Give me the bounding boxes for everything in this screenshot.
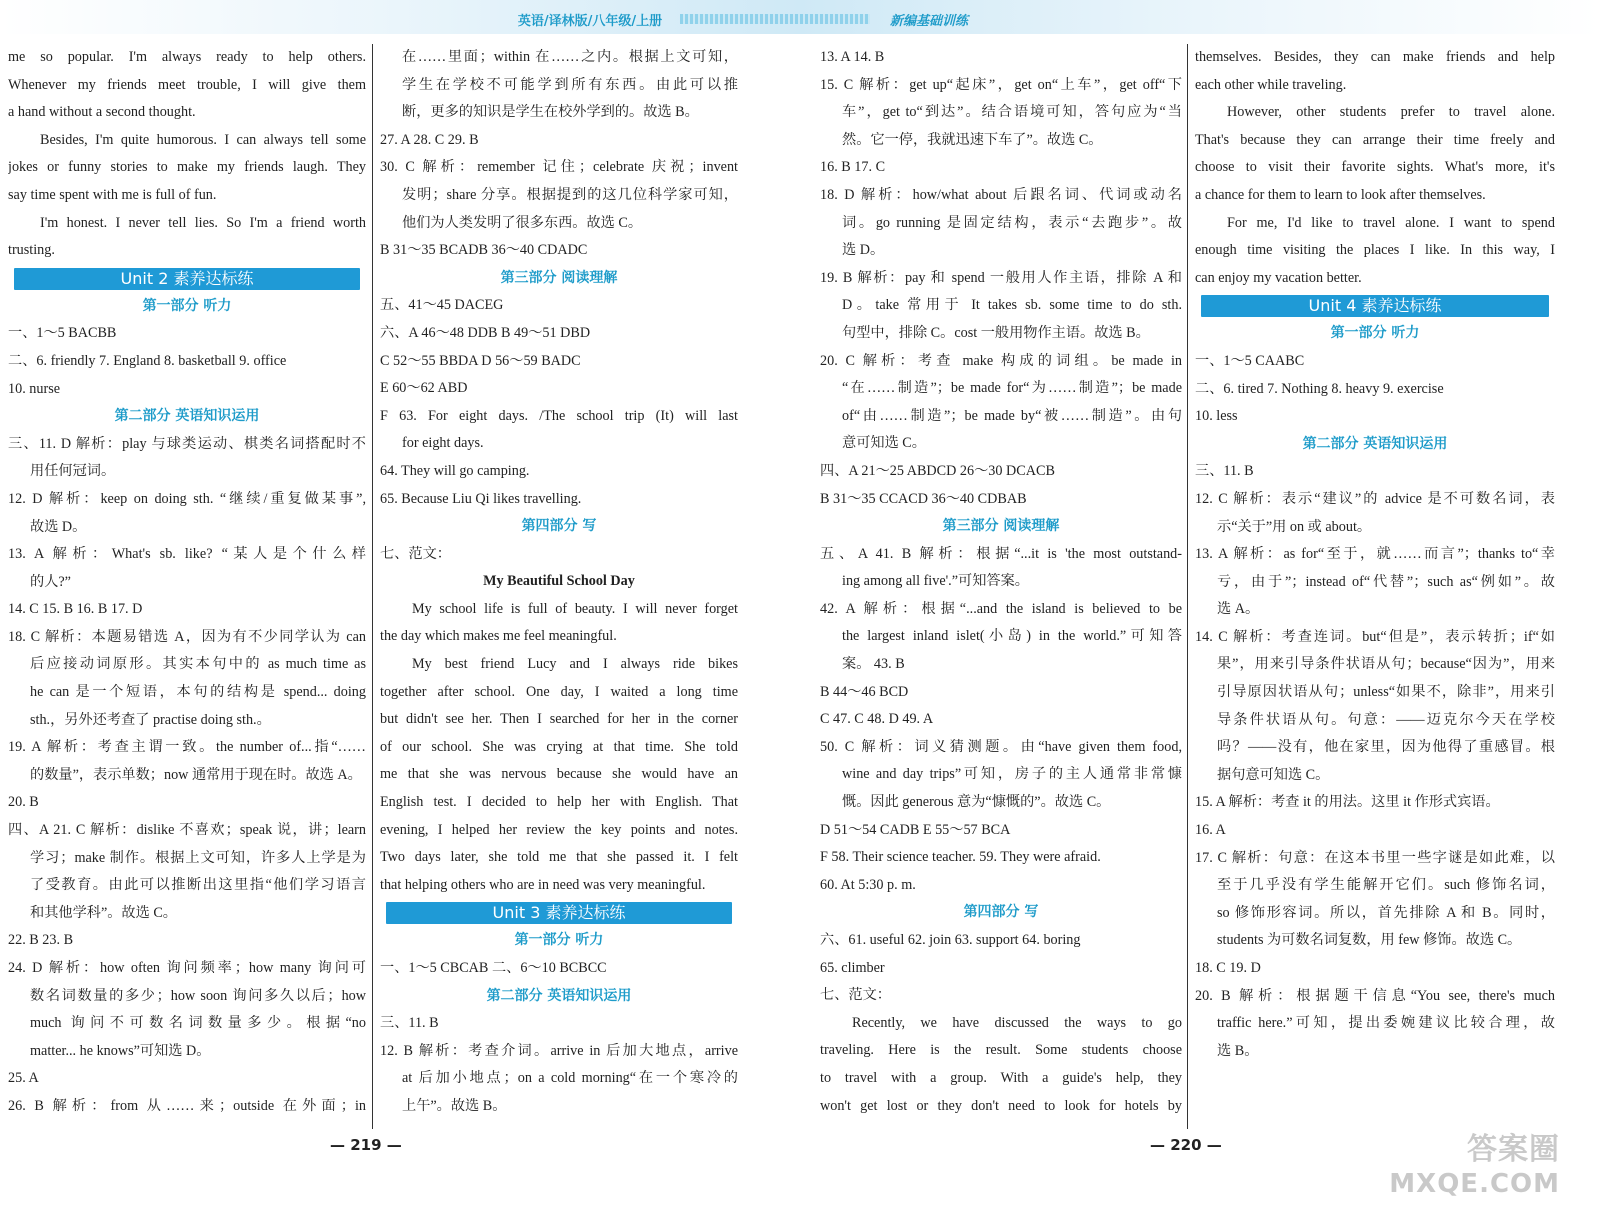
answer-line: themselves. Besides, they can make friends and help xyxy=(1195,49,1555,65)
section-heading: 第三部分 阅读理解 xyxy=(500,269,618,286)
column-4 xyxy=(1195,44,1555,1065)
answer-line: enough time visiting the places I like. In this way, I xyxy=(1195,242,1555,259)
answer-line: 14. C 15. B 16. B 17. D xyxy=(8,601,143,618)
answer-line: 学生在学校不可能学到所有东西。由此可以推 xyxy=(402,76,738,93)
answer-line: 16. A xyxy=(1195,822,1226,839)
answer-line: 25. A xyxy=(8,1070,39,1087)
answer-line: 二、6. tired 7. Nothing 8. heavy 9. exercise xyxy=(1195,380,1444,397)
answer-line: I'm honest. I never tell lies. So I'm a friend worth xyxy=(40,214,366,231)
answer-line: 七、范文： xyxy=(820,987,891,1004)
answer-line: 和其他学科”。故选 C。 xyxy=(30,904,177,921)
answer-line: for eight days. xyxy=(402,435,484,452)
answer-line: 50. C 解析：词义猜测题。由“have given them food, xyxy=(820,738,1182,755)
answer-line: 17. C 解析：句意：在这本书里一些字谜是如此难，以 xyxy=(1195,849,1555,866)
answer-line: wine and day trips”可知，房子的主人通常非常慷 xyxy=(842,766,1182,783)
watermark-url: MXQE.COM xyxy=(1389,1169,1560,1199)
answer-line: “在……制造”；be made for“为……制造”；be made xyxy=(842,380,1182,397)
answer-line: much 询问不可数名词数量多少。根据“no xyxy=(30,1015,366,1032)
column-divider xyxy=(372,44,373,1129)
answer-line: C 52～55 BBDA D 56～59 BADC xyxy=(380,352,581,369)
answer-line: the largest inland islet(小岛) in the world.”可知答 xyxy=(842,628,1182,645)
answer-line: 五、A 41. B 解析：根据“...it is 'the most outstand- xyxy=(820,545,1182,562)
answer-line: That's because they can arrange their time freely and xyxy=(1195,131,1555,148)
answer-line: English test. I decided to help her with English. That xyxy=(380,794,738,811)
answer-line: D。take 常用于 It takes sb. some time to do sth. xyxy=(842,297,1182,314)
answer-line: 22. B 23. B xyxy=(8,932,74,949)
answer-line: evening, I helped her review the key points and notes. xyxy=(380,821,738,838)
answer-line: 三、11. B xyxy=(1195,463,1254,480)
answer-line: say time spent with me is full of fun. xyxy=(8,186,217,203)
answer-line: 一、1～5 CBCAB 二、6～10 BCBCC xyxy=(380,960,607,976)
answer-line: Two days later, she told me that she passed it. I felt xyxy=(380,849,738,866)
answer-line: 导条件状语从句。句意：——迈克尔今天在学校 xyxy=(1217,711,1555,728)
header-decoration xyxy=(680,14,870,24)
book-title: 英语/译林版/八年级/上册 xyxy=(517,14,663,29)
answer-line: 他们为人类发明了很多东西。故选 C。 xyxy=(402,214,643,231)
answer-line: 果”，用来引导条件状语从句；because“因为”，用来 xyxy=(1217,656,1555,673)
answer-line: 选 D。 xyxy=(842,242,885,259)
answer-line: 案。 43. B xyxy=(842,656,905,673)
answer-line: 三、11. B xyxy=(380,1015,439,1032)
answer-line: 词。go running 是固定结构，表示“去跑步”。故 xyxy=(842,214,1182,231)
answer-line: at 后加小地点；on a cold morning“在一个寒冷的 xyxy=(402,1070,738,1087)
answer-line: traffic here.”可知，提出委婉建议比较合理，故 xyxy=(1217,1015,1555,1032)
answer-line: 了受教育。由此可以推断出这里指“他们学习语言 xyxy=(30,877,366,894)
answer-line: Recently, we have discussed the ways to go xyxy=(852,1014,1182,1031)
answer-line: 在……里面；within 在……之内。根据上文可知， xyxy=(402,49,738,65)
answer-line: B 44～46 BCD xyxy=(820,683,909,700)
answer-line: 15. C 解析：get up“起床”，get on“上车”，get off“下 xyxy=(820,76,1182,93)
answer-line: E 60～62 ABD xyxy=(380,380,468,397)
watermark-logo xyxy=(1389,1133,1560,1201)
answer-line: 用任何冠词。 xyxy=(30,463,116,480)
answer-line: 选 B。 xyxy=(1217,1042,1259,1059)
answer-line: that helping others who are in need was very meaningful. xyxy=(380,876,706,893)
answer-line: the day which makes me feel meaningful. xyxy=(380,628,617,645)
answer-line: jokes or funny stories to make my friends laugh. They xyxy=(8,159,366,176)
answer-line: B 31～35 BCADB 36～40 CDADC xyxy=(380,242,588,259)
answer-line: matter... he knows”可知选 D。 xyxy=(30,1042,211,1059)
answer-line: 12. D 解析：keep on doing sth. “继续/重复做某事”, xyxy=(8,490,366,507)
column-divider xyxy=(1187,44,1188,1129)
answer-line: However, other students prefer to travel alone. xyxy=(1227,104,1555,121)
watermark-text: 答案圈 xyxy=(1467,1132,1560,1167)
answer-line: 一、1～5 CAABC xyxy=(1195,352,1305,369)
answer-line: so 修饰形容词。所以，首先排除 A 和 B。同时， xyxy=(1217,904,1555,921)
section-heading: 第三部分 阅读理解 xyxy=(942,518,1060,535)
answer-line: 10. nurse xyxy=(8,380,61,397)
section-heading: 第一部分 听力 xyxy=(142,297,232,314)
answer-line: 亏，由于”；instead of“代替”；such as“例如”。故 xyxy=(1217,573,1555,590)
page-number-left: — 219 — xyxy=(330,1136,402,1154)
column-2 xyxy=(380,44,738,1121)
answer-line: 18. C 解析：本题易错选 A，因为有不少同学认为 can xyxy=(8,628,366,645)
answer-line: to travel with a group. With a guide's help, they xyxy=(820,1069,1182,1086)
answer-line: 的数量”，表示单数；now 通常用于现在时。故选 A。 xyxy=(30,766,362,783)
answer-line: F 63. For eight days. /The school trip (It) will last xyxy=(380,407,738,424)
answer-line: of“由……制造”；be made by“被……制造”。由句 xyxy=(842,407,1182,424)
answer-line: 车”，get to“到达”。结合语境可知，答句应为“当 xyxy=(842,104,1182,121)
answer-line: a chance for them to learn to look after themselves. xyxy=(1195,186,1486,203)
answer-line: 六、61. useful 62. join 63. support 64. boring xyxy=(820,932,1081,948)
answer-line: 故选 D。 xyxy=(30,518,87,535)
answer-line: 三、11. D 解析：play 与球类运动、棋类名词搭配时不 xyxy=(8,435,366,452)
answer-line: Whenever my friends meet trouble, I will give them xyxy=(8,76,366,93)
column-3 xyxy=(820,44,1182,1120)
answer-line: 20. B xyxy=(8,794,39,811)
section-heading: 第四部分 写 xyxy=(963,904,1039,921)
answer-line: a hand without a second thought. xyxy=(8,104,196,121)
answer-line: 16. B 17. C xyxy=(820,159,886,176)
answer-line: 65. Because Liu Qi likes travelling. xyxy=(380,490,582,507)
answer-line: 断，更多的知识是学生在校外学到的。故选 B。 xyxy=(402,104,699,121)
answer-line: 引导原因状语从句；unless“如果不，除非”，用来引 xyxy=(1217,684,1555,701)
answer-line: 20. B 解析：根据题干信息“You see, there's much xyxy=(1195,987,1555,1004)
answer-line: Besides, I'm quite humorous. I can always tell some xyxy=(40,131,366,148)
answer-line: 60. At 5:30 p. m. xyxy=(820,876,916,893)
answer-line: 10. less xyxy=(1195,408,1238,425)
answer-line: 六、A 46～48 DDB B 49～51 DBD xyxy=(380,324,591,341)
column-1 xyxy=(8,44,366,1121)
answer-line: 26. B 解析：from 从……来；outside 在外面；in xyxy=(8,1097,366,1114)
essay-title: My Beautiful School Day xyxy=(483,573,635,590)
answer-line: students 为可数名词复数，用 few 修饰。故选 C。 xyxy=(1217,932,1522,949)
answer-line: 二、6. friendly 7. England 8. basketball 9. office xyxy=(8,352,287,369)
section-heading: 第二部分 英语知识运用 xyxy=(1302,435,1448,452)
answer-line: 数名词数量的多少；how soon 询问多久以后；how xyxy=(30,987,366,1004)
answer-line: together after school. One day, I waited a long time xyxy=(380,683,738,700)
answer-line: 27. A 28. C 29. B xyxy=(380,131,479,148)
answer-line: can enjoy my vacation better. xyxy=(1195,269,1362,286)
answer-line: 四、A 21. C 解析：dislike 不喜欢；speak 说，讲；learn xyxy=(8,822,366,839)
answer-line: but didn't see her. Then I searched for her in the corner xyxy=(380,711,738,728)
answer-line: F 58. Their science teacher. 59. They were afraid. xyxy=(820,849,1101,866)
answer-line: 发明；share 分享。根据提到的这几位科学家可知， xyxy=(402,186,738,203)
answer-line: D 51～54 CADB E 55～57 BCA xyxy=(820,821,1011,838)
answer-line: 示“关于”用 on 或 about。 xyxy=(1217,518,1372,535)
answer-line: ing among all five'.”可知答案。 xyxy=(842,573,1029,590)
section-heading: 第一部分 听力 xyxy=(514,932,604,949)
answer-line: 一、1～5 BACBB xyxy=(8,325,117,342)
answer-line: 五、41～45 DACEG xyxy=(380,297,504,314)
answer-line: me so popular. I'm always ready to help others. xyxy=(8,49,366,65)
answer-line: each other while traveling. xyxy=(1195,76,1347,93)
answer-line: 12. B 解析：考查介词。arrive in 后加大地点，arrive xyxy=(380,1042,738,1059)
answer-line: of our school. She was crying at that time. She told xyxy=(380,738,738,755)
answer-line: 句型中，排除 C。cost 一般用物作主语。故选 B。 xyxy=(842,324,1150,341)
series-brand: 新编基础训练 xyxy=(890,14,969,29)
answer-line: 12. C 解析：表示“建议”的 advice 是不可数名词，表 xyxy=(1195,490,1555,507)
answer-line: 上午”。故选 B。 xyxy=(402,1097,507,1114)
answer-line: For me, I'd like to travel alone. I want to spend xyxy=(1227,214,1555,231)
answer-line: me that she was nervous because she would have an xyxy=(380,766,738,783)
section-heading: 第一部分 听力 xyxy=(1330,325,1420,342)
answer-line: 意可知选 C。 xyxy=(842,435,926,452)
answer-line: 14. C 解析：考查连词。but“但是”，表示转折；if“如 xyxy=(1195,628,1555,645)
answer-line: 13. A 解析：as for“至于，就……而言”；thanks to“幸 xyxy=(1195,546,1555,563)
answer-line: My best friend Lucy and I always ride bikes xyxy=(412,656,738,673)
answer-line: choose to visit their favorite sights. What's more, it's xyxy=(1195,159,1555,176)
answer-line: 42. A 解析：根据“...and the island is believed to be xyxy=(820,600,1182,617)
answer-line: 据句意可知选 C。 xyxy=(1217,766,1330,783)
answer-line: won't get lost or they don't need to look for hotels by xyxy=(820,1097,1182,1114)
answer-line: 13. A 解析：What's sb. like? “某人是个什么样 xyxy=(8,546,366,563)
answer-line: 吗？——没有，他在家里，因为他得了重感冒。根 xyxy=(1217,739,1555,756)
answer-line: he can 是一个短语，本句的结构是 spend... doing xyxy=(30,684,366,701)
answer-line: 七、范文： xyxy=(380,545,451,562)
section-heading: 第二部分 英语知识运用 xyxy=(114,408,260,425)
answer-line: 65. climber xyxy=(820,959,885,976)
answer-line: 20. C 解析：考查 make 构成的词组。be made in xyxy=(820,352,1182,369)
answer-line: 15. A 解析：考查 it 的用法。这里 it 作形式宾语。 xyxy=(1195,794,1500,811)
answer-line: My school life is full of beauty. I will never forget xyxy=(412,600,738,617)
answer-line: 18. C 19. D xyxy=(1195,960,1261,976)
answer-line: 学习；make 制作。根据上文可知，许多人上学是为 xyxy=(30,849,366,866)
answer-line: B 31～35 CCACD 36～40 CDBAB xyxy=(820,490,1027,507)
answer-line: C 47. C 48. D 49. A xyxy=(820,711,934,728)
unit-banner: Unit 3 素养达标练 xyxy=(386,902,732,924)
answer-line: 后应接动词原形。其实本句中的 as much time as xyxy=(30,656,366,673)
answer-line: 至于几乎没有学生能解开它们。such 修饰名词， xyxy=(1217,877,1555,894)
answer-line: 13. A 14. B xyxy=(820,49,885,65)
header-bar xyxy=(0,0,1600,34)
answer-line: 30. C 解析：remember 记住；celebrate 庆祝；invent xyxy=(380,159,738,176)
section-heading: 第四部分 写 xyxy=(521,518,597,535)
answer-line: 18. D 解析：how/what about 后跟名词、代词或动名 xyxy=(820,186,1182,203)
answer-line: 选 A。 xyxy=(1217,601,1260,618)
answer-line: sth.，另外还考查了 practise doing sth.。 xyxy=(30,711,271,728)
answer-line: 24. D 解析：how often 询问频率；how many 询问可 xyxy=(8,960,366,976)
page-number-right: — 220 — xyxy=(1150,1136,1222,1154)
unit-banner: Unit 2 素养达标练 xyxy=(14,268,360,290)
answer-line: trusting. xyxy=(8,242,55,259)
answer-line: traveling. Here is the result. Some students choose xyxy=(820,1042,1182,1059)
answer-line: 的人?” xyxy=(30,573,71,590)
section-heading: 第二部分 英语知识运用 xyxy=(486,987,632,1004)
answer-line: 19. A 解析：考查主谓一致。the number of...指“…… xyxy=(8,739,366,756)
answer-line: 四、A 21～25 ABDCD 26～30 DCACB xyxy=(820,462,1055,479)
answer-line: 19. B 解析：pay 和 spend 一般用人作主语，排除 A 和 xyxy=(820,269,1182,286)
answer-line: 64. They will go camping. xyxy=(380,462,530,479)
answer-line: 然。它一停，我就迅速下车了”。故选 C。 xyxy=(842,131,1103,148)
unit-banner: Unit 4 素养达标练 xyxy=(1201,295,1549,317)
answer-line: 慨。因此 generous 意为“慷慨的”。故选 C。 xyxy=(842,794,1111,811)
